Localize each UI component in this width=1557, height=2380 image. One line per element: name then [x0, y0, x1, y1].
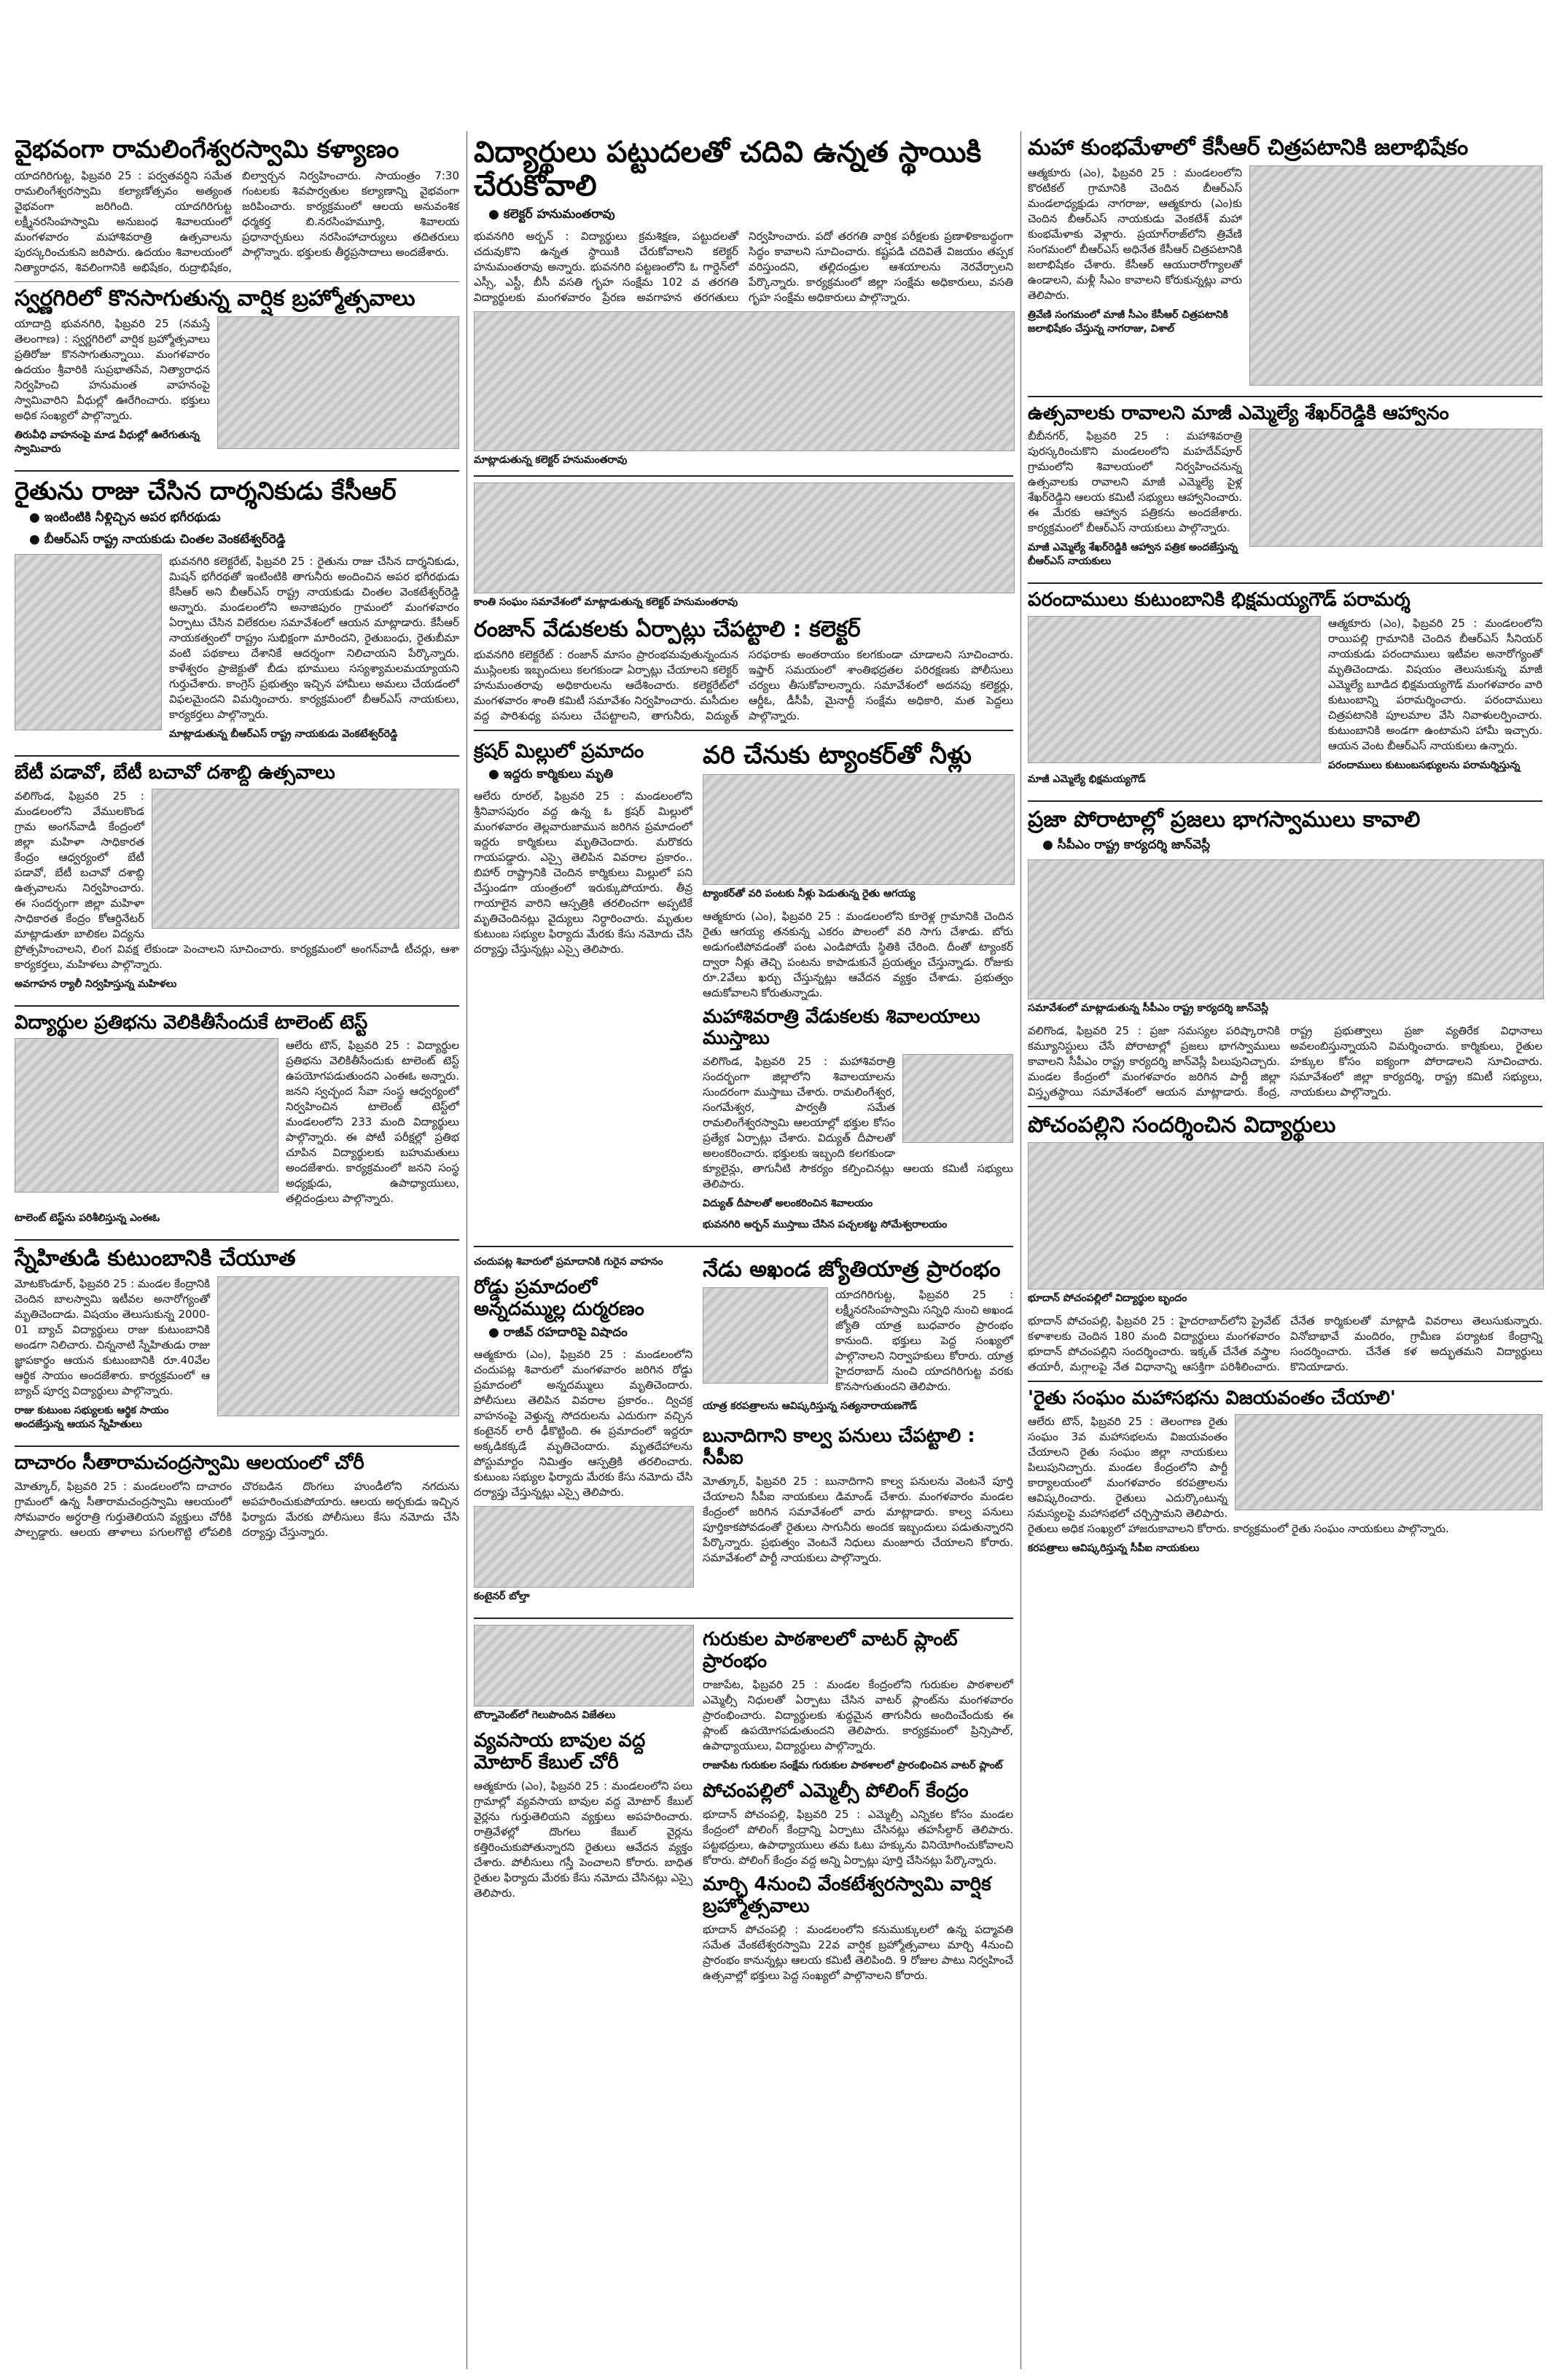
headline: క్రషర్ మిల్లులో ప్రమాదం	[474, 740, 644, 762]
article-body: భూదాన్ పోచంపల్లి, ఫిబ్రవరి 25 : ఎమ్మెల్సీ ఎన్నికల కోసం మండల కేంద్రంలో పోలింగ్ కేంద్రాన్ని ఏర్పాటు చేసినట్లు తహసీల్దార్ తెలిపారు. పట్టభద్రులు, ఉపాధ్యాయులు తమ ఓటు హక్కును వినియోగించుకోవాలని కోరారు. పోలింగ్ కేంద్రం వద్ద అన్ని ఏర్పాట్లు పూర్తి చేసినట్లు పేర్కొన్నారు.	[703, 1807, 1013, 1867]
headline: రంజాన్ వేడుకలకు ఏర్పాట్లు చేపట్టాలి : కలెక్టర్	[474, 617, 861, 642]
article-body: వలిగొండ, ఫిబ్రవరి 25 : మహాశివరాత్రి సందర్భంగా జిల్లాలోని శివాలయాలను సుందరంగా ముస్తాబు చేశారు. రామలింగేశ్వర, సంగమేశ్వర, పార్వతీ సమేత రామలింగేశ్వరస్వామి ఆలయాల్లో భక్తుల కోసం ప్రత్యేక ఏర్పాట్లు చేశారు. విద్యుత్ దీపాలతో అలంకరించారు. భక్తులకు ఇబ్బంది కలగకుండా క్యూలైన్లు, తాగునీటి సౌకర్యం కల్పించినట్లు ఆలయ కమిటీ సభ్యులు తెలిపారు.	[703, 1055, 1013, 1191]
article-pochampally-visit	[1028, 1113, 1542, 1376]
headline: పోచంపల్లిని సందర్శించిన విద్యార్థులు	[1028, 1112, 1336, 1138]
article-beti-bachao	[15, 762, 459, 999]
article-students-study	[474, 136, 1013, 468]
divider	[1028, 800, 1542, 802]
article-body: రాజాపేట, ఫిబ్రవరి 25 : మండల కేంద్రంలోని గురుకుల పాఠశాలలో ఎమ్మెల్సీ నిధులతో ఏర్పాటు చేసిన వాటర్ ప్లాంట్‌ను మంగళవారం ప్రారంభించారు. విద్యార్థులకు శుద్ధమైన తాగునీరు అందించేందుకు ఈ ప్లాంట్ ఉపయోగపడుతుందని తెలిపారు. కార్యక్రమంలో ప్రిన్సిపాల్, ఉపాధ్యాయులు, విద్యార్థులు పాల్గొన్నారు.	[703, 1677, 1013, 1752]
divider	[15, 1239, 459, 1241]
article-body: బీబీనగర్, ఫిబ్రవరి 25 : మహాశివరాత్రి పురస్కరించుకొని మండలంలోని మహదేవ్‌పూర్ గ్రామంలోని శివాలయంలో నిర్వహించనున్న ఉత్సవాలకు రావాలని మాజీ ఎమ్మెల్యే పైళ్ల శేఖర్‌రెడ్డిని ఆలయ కమిటీ సభ్యులు ఆహ్వానించారు. ఈ మేరకు ఆహ్వాన పత్రికను అందజేశారు. కార్యక్రమంలో బీఆర్ఎస్ నాయకులు పాల్గొన్నారు.	[1028, 429, 1242, 535]
headline: మహా కుంభమేళాలో కేసీఆర్ చిత్రపటానికి జలాభిషేకం	[1028, 135, 1469, 160]
article-raithu-sangham	[1028, 1388, 1542, 1564]
article-swarnagiri-brahmotsavalu	[15, 286, 459, 464]
article-tanker-water	[703, 737, 1013, 1241]
subheadline: ● ఇంటింటికి నీళ్లిచ్చిన అపర భగీరథుడు	[29, 510, 459, 528]
headline: వరి చేనుకు ట్యాంకర్‌తో నీళ్లు	[703, 740, 972, 770]
photo-caption: చందుపట్ల శివారులో ప్రమాదానికి గురైన వాహనం	[474, 1256, 663, 1268]
photo-caption: మాట్లాడుతున్న కలెక్టర్ హనుమంతరావు	[474, 454, 628, 466]
photo	[1028, 1142, 1544, 1290]
photo-caption: యాత్ర కరపత్రాలను ఆవిష్కరిస్తున్న సత్యనారాయణగౌడ్	[703, 1400, 918, 1412]
subheadline: ● సీపీఎం రాష్ట్ర కార్యదర్శి జాన్‌వెస్లీ	[1042, 838, 1542, 855]
photo	[902, 1054, 1013, 1143]
divider	[474, 730, 1013, 731]
subheadline: ● కలెక్టర్ హనుమంతరావు	[488, 207, 1013, 225]
headline: మార్చి 4నుంచి వేంకటేశ్వరస్వామి వార్షిక బ్రహ్మోత్సవాలు	[703, 1873, 991, 1917]
subheadline: ● బీఆర్ఎస్ రాష్ట్ర నాయకుడు చింతల వెంకటేశ్వర్‌రెడ్డి	[29, 532, 459, 550]
photo-caption: భువనగిరి అర్బన్ ముస్తాబు చేసిన పచ్చలకట్ట సోమేశ్వరాలయం	[703, 1219, 948, 1231]
article-body: వలిగొండ, ఫిబ్రవరి 25 : ప్రజా సమస్యల పరిష్కారానికి కమ్యూనిస్టులు చేసే పోరాటాల్లో ప్రజలు భాగస్వాములు కావాలని సీపీఎం రాష్ట్ర కార్యదర్శి జాన్‌వెస్లీ పిలుపునిచ్చారు. మండల కేంద్రంలో మంగళవారం జరిగిన పార్టీ జిల్లా విస్తృతస్థాయి సమావేశంలో ఆయన మాట్లాడారు. కేంద్ర, రాష్ట్ర ప్రభుత్వాలు ప్రజా వ్యతిరేక విధానాలు అవలంబిస్తున్నాయని విమర్శించారు. కార్మికులు, రైతుల హక్కుల కోసం ఐక్యంగా పోరాడాలని సూచించారు. సమావేశంలో జిల్లా కార్యదర్శి, రాష్ట్ర కమిటీ సభ్యులు, నాయకులు పాల్గొన్నారు.	[1028, 1023, 1542, 1099]
headline: ప్రజా పోరాటాల్లో ప్రజలు భాగస్వాములు కావాలి	[1028, 807, 1421, 833]
photo-caption: అవగాహన ర్యాలీ నిర్వహిస్తున్న మహిళలు	[15, 978, 177, 990]
article-body: యాదాద్రి భువనగిరి, ఫిబ్రవరి 25 (నమస్తే తెలంగాణ) : స్వర్ణగిరిలో వార్షిక బ్రహ్మోత్సవాలు ప్రతిరోజు కొనసాగుతున్నాయి. మంగళవారం ఉదయం శ్రీవారికి సుప్రభాతసేవ, నిత్యారాధన నిర్వహించి హనుమంత వాహనంపై స్వామివారిని వీధుల్లో ఊరేగించారు. భక్తులు అధిక సంఖ్యలో పాల్గొన్నారు.	[15, 316, 210, 422]
article-body: ఆత్మకూరు (ఎం), ఫిబ్రవరి 25 : మండలంలోని కూరెళ్ల గ్రామానికి చెందిన రైతు ఆగయ్య తనకున్న ఎకరం పొలంలో వరి సాగు చేశాడు. బోరు అడుగంటిపోవడంతో పంట ఎండిపోయే స్థితికి చేరింది. దీంతో ట్యాంకర్ ద్వారా నీళ్లు తెచ్చి పంటను కాపాడుకునే ప్రయత్నం చేస్తున్నాడు. రోజుకు రూ.2వేలు ఖర్చు చేస్తున్నట్లు ఆవేదన వ్యక్తం చేశాడు. ప్రభుత్వం ఆదుకోవాలని కోరుతున్నాడు.	[703, 909, 1013, 999]
photo	[1028, 616, 1321, 763]
divider	[1028, 396, 1542, 397]
article-body: మోత్కూర్, ఫిబ్రవరి 25 : మండలంలోని దాచారం గ్రామంలో ఉన్న సీతారామచంద్రస్వామి ఆలయంలో సోమవారం అర్ధరాత్రి గుర్తుతెలియని వ్యక్తులు చోరీకి పాల్పడ్డారు. ఆలయ తాళాలు పగులగొట్టి లోపలికి చొరబడిన దొంగలు హుండీలోని నగదును అపహరించుకుపోయారు. ఆలయ అర్చకుడు ఇచ్చిన ఫిర్యాదు మేరకు పోలీసులు కేసు నమోదు చేసి దర్యాప్తు చేస్తున్నారు.	[15, 1479, 459, 1539]
headline: మహాశివరాత్రి వేడుకలకు శివాలయాలు ముస్తాబు	[703, 1005, 980, 1050]
photo	[15, 554, 162, 730]
article-body: మోత్కూర్, ఫిబ్రవరి 25 : బునాదిగాని కాల్వ పనులను వెంటనే పూర్తి చేయాలని సీపీఐ నాయకులు డిమాండ్ చేశారు. మంగళవారం మండల కేంద్రంలో జరిగిన సమావేశంలో వారు మాట్లాడారు. కాల్వ పనులు పూర్తికాకపోవడంతో రైతులు సాగునీరు అందక ఇబ్బందులు పడుతున్నారని పేర్కొన్నారు. ప్రభుత్వం వెంటనే నిధులు మంజూరు చేయాలని కోరారు. సమావేశంలో పార్టీ నాయకులు పాల్గొన్నారు.	[703, 1474, 1013, 1564]
photo	[15, 1038, 278, 1193]
photo-caption: కంటైనర్ బోల్తా	[474, 1591, 530, 1603]
article-kumbhamela-kcr	[1028, 136, 1542, 390]
photo	[474, 311, 1015, 451]
headline: వైభవంగా రామలింగేశ్వరస్వామి కళ్యాణం	[15, 135, 399, 164]
headline: గురుకుల పాఠశాలలో వాటర్ ప్లాంట్ ప్రారంభం	[703, 1628, 958, 1673]
headline: దాచారం సీతారామచంద్రస్వామి ఆలయంలో చోరీ	[15, 1451, 364, 1474]
photo	[1028, 859, 1544, 999]
headline: స్వర్ణగిరిలో కొనసాగుతున్న వార్షిక బ్రహ్మోత్సవాలు	[15, 286, 415, 312]
article-body: మోటకొండూర్, ఫిబ్రవరి 25 : మండల కేంద్రానికి చెందిన బాలస్వామి ఇటీవల అనారోగ్యంతో మృతిచెందాడు. విషయం తెలుసుకున్న 2000-01 బ్యాచ్ విద్యార్థులు రాజు కుటుంబానికి అండగా నిలిచారు. చిన్ననాటి స్నేహితుడు రాజు జ్ఞాపకార్థం ఆయన కుటుంబానికి రూ.40వేల ఆర్థిక సాయం అందజేశారు. కార్యక్రమంలో ఆ బ్యాచ్ పూర్వ విద్యార్థులు పాల్గొన్నారు.	[15, 1276, 210, 1397]
headline: విద్యార్థులు పట్టుదలతో చదివి ఉన్నత స్థాయికి చేరుకోవాలి	[474, 136, 982, 203]
photo	[152, 789, 459, 929]
divider	[15, 470, 459, 472]
article-body: ఆలేరు టౌన్, ఫిబ్రవరి 25 : తెలంగాణ రైతు సంఘం 3వ మహాసభలను విజయవంతం చేయాలని రైతు సంఘం జిల్లా నాయకులు పిలుపునిచ్చారు. మండల కేంద్రంలోని పార్టీ కార్యాలయంలో మంగళవారం కరపత్రాలను ఆవిష్కరించారు. రైతులు ఎదుర్కొంటున్న సమస్యలపై మహాసభలో చర్చిస్తామని తెలిపారు. రైతులు అధిక సంఖ్యలో హాజరుకావాలని కోరారు. కార్యక్రమంలో రైతు సంఘం నాయకులు పాల్గొన్నారు.	[1028, 1415, 1449, 1536]
photo	[1249, 429, 1542, 547]
photo	[474, 1625, 694, 1706]
photo	[703, 1287, 828, 1384]
row	[474, 737, 1013, 1241]
article-kcr-visionary	[15, 477, 459, 749]
photo-caption: రాజు కుటుంబ సభ్యులకు ఆర్థిక సాయం అందజేస్తున్న ఆయన స్నేహితులు	[15, 1404, 169, 1430]
photo-caption: టాలెంట్ టెస్ట్‌ను పరిశీలిస్తున్న ఎంఈఓ	[15, 1212, 160, 1225]
article-body: ఆత్మకూరు (ఎం), ఫిబ్రవరి 25 : మండలంలోని రాయిపల్లి గ్రామానికి చెందిన బీఆర్ఎస్ సీనియర్ నాయకుడు పరందాములు ఇటీవల అనారోగ్యంతో మృతిచెందాడు. విషయం తెలుసుకున్న మాజీ ఎమ్మెల్యే బూడిద భిక్షమయ్యగౌడ్ మంగళవారం వారి కుటుంబాన్ని పరామర్శించారు. పరందాములు చిత్రపటానికి పూలమాల వేసి నివాళులర్పించారు. కుటుంబానికి అండగా ఉంటామని హామీ ఇచ్చారు. ఆయన వెంట బీఆర్ఎస్ నాయకులు ఉన్నారు.	[1328, 617, 1542, 753]
article-body: భువనగిరి కలెక్టరేట్ : రంజాన్ మాసం ప్రారంభమవుతున్నందున ముస్లింలకు ఇబ్బందులు కలగకుండా ఏర్పాట్లు చేయాలని కలెక్టర్ హనుమంతరావు అధికారులను ఆదేశించారు. కలెక్టరేట్‌లో మంగళవారం శాంతి కమిటీ సమావేశం నిర్వహించారు. మసీదుల వద్ద పారిశుధ్య పనులు చేపట్టాలని, తాగునీరు, విద్యుత్ సరఫరాకు అంతరాయం కలగకుండా చూడాలని సూచించారు. ఇఫ్తార్ సమయంలో శాంతిభద్రతల పరిరక్షణకు పోలీసులు చర్యలు తీసుకోవాలన్నారు. సమావేశంలో అదనపు కలెక్టర్లు, ఆర్డీఓ, డీసీపీ, మైనార్టీ సంక్షేమ అధికారి, మత పెద్దలు పాల్గొన్నారు.	[474, 647, 1013, 722]
article-jyothi-yatra	[703, 1253, 1013, 1612]
article-body: వలిగొండ, ఫిబ్రవరి 25 : మండలంలోని వేములకొండ గ్రామ అంగన్‌వాడీ కేంద్రంలో జిల్లా మహిళా సాధికారత కేంద్రం ఆధ్వర్యంలో బేటీ పడావో, బేటీ బచావో దశాబ్ది ఉత్సవాలను నిర్వహించారు. ఈ సందర్భంగా జిల్లా మహిళా సాధికారత కేంద్రం కోఆర్డినేటర్ మాట్లాడుతూ బాలికల విద్యను ప్రోత్సహించాలని, లింగ వివక్ష లేకుండా పెంచాలని సూచించారు. కార్యక్రమంలో అంగన్‌వాడీ టీచర్లు, ఆశా కార్యకర్తలు, మహిళలు పాల్గొన్నారు.	[15, 789, 459, 971]
divider	[15, 755, 459, 757]
photo-caption: సమావేశంలో మాట్లాడుతున్న సీపీఎం రాష్ట్ర కార్యదర్శి జాన్‌వెస్లీ	[1028, 1002, 1268, 1014]
article-cpm-struggles	[1028, 808, 1542, 1100]
photo	[1249, 165, 1542, 386]
divider	[15, 281, 459, 282]
subheadline: ● రాజీవ్ రహదారిపై విషాదం	[488, 1325, 692, 1343]
headline: 'రైతు సంఘం మహాసభను విజయవంతం చేయాలి'	[1028, 1387, 1396, 1410]
headline: ఉత్సవాలకు రావాలని మాజీ ఎమ్మెల్యే శేఖర్‌రెడ్డికి ఆహ్వానం	[1028, 402, 1449, 424]
photo-caption: కాంతి సంఘం సమావేశంలో మాట్లాడుతున్న కలెక్టర్ హనుమంతరావు	[474, 596, 738, 608]
photo-caption: ట్యాంకర్‌తో వరి పంటకు నీళ్లు పెడుతున్న రైతు ఆగయ్య	[703, 887, 916, 900]
headline: విద్యార్థుల ప్రతిభను వెలికితీసేందుకే టాలెంట్ టెస్ట్	[15, 1011, 368, 1034]
article-friend-support	[15, 1246, 459, 1440]
divider	[474, 1618, 1013, 1619]
article-body: ఆలేరు రూరల్, ఫిబ్రవరి 25 : మండలంలోని శ్రీనివాసపురం వద్ద ఉన్న ఓ క్రషర్ మిల్లులో మంగళవారం తెల్లవారుజామున జరిగిన ప్రమాదంలో ఇద్దరు కార్మికులు మృతిచెందారు. మరొకరు గాయపడ్డారు. ఎస్సై తెలిపిన వివరాల ప్రకారం.. బిహార్ రాష్ట్రానికి చెందిన కార్మికులు మిల్లులో పని చేస్తుండగా యంత్రంలో ఇరుక్కుపోయారు. తీవ్ర గాయాలైన వారిని ఆస్పత్రికి తరలించగా అప్పటికే మృతిచెందినట్లు వైద్యులు నిర్ధారించారు. మృతుల కుటుంబ సభ్యుల ఫిర్యాదు మేరకు కేసు నమోదు చేసి దర్యాప్తు చేస్తున్నట్లు ఎస్సై తెలిపారు.	[474, 789, 692, 956]
divider	[15, 1445, 459, 1447]
divider	[474, 1246, 1013, 1247]
column-right	[1028, 131, 1542, 1564]
photo-caption: విద్యుత్ దీపాలతో అలంకరించిన శివాలయం	[703, 1198, 873, 1210]
article-ramalingeswara-kalyanam	[15, 136, 459, 276]
divider	[474, 475, 1013, 477]
photo-caption: కరపత్రాలు ఆవిష్కరిస్తున్న సీపీఐ నాయకులు	[1028, 1542, 1200, 1555]
article-body: ఆలేరు టౌన్, ఫిబ్రవరి 25 : విద్యార్థుల ప్రతిభను వెలికితీసేందుకు టాలెంట్ టెస్ట్ ఉపయోగపడుతుందని ఎంఈఓ అన్నారు. జనని స్వచ్ఛంద సేవా సంస్థ ఆధ్వర్యంలో నిర్వహించిన టాలెంట్ టెస్ట్‌లో మండలంలోని 233 మంది విద్యార్థులు పాల్గొన్నారు. ఈ పోటీ పరీక్షల్లో ప్రతిభ చూపిన విద్యార్థులకు బహుమతులు అందజేశారు. కార్యక్రమంలో జనని సంస్థ అధ్యక్షుడు, ఉపాధ్యాయులు, తల్లిదండ్రులు పాల్గొన్నారు.	[286, 1039, 459, 1206]
article-body: ఆత్మకూరు (ఎం), ఫిబ్రవరి 25 : మండలంలోని కొరటికల్ గ్రామానికి చెందిన బీఆర్ఎస్ మండలాధ్యక్షుడు నాగరాజు, ఆత్మకూరు (ఎం)కు చెందిన బీఆర్ఎస్ నాయకుడు వెంకటేశ్ మహా కుంభమేళాకు వెళ్లారు. ప్రయాగ్‌రాజ్‌లోని త్రివేణి సంగమంలో బీఆర్ఎస్ అధినేత కేసీఆర్ చిత్రపటానికి జలాభిషేకం చేశారు. కేసీఆర్ ఆయురారోగ్యాలతో ఉండాలని, మళ్లీ సీఎం కావాలని కోరుకున్నట్లు వారు తెలిపారు.	[1028, 165, 1242, 302]
subheadline: ● ఇద్దరు కార్మికులు మృతి	[488, 767, 692, 784]
article-ramzan-arrangements	[474, 483, 1013, 724]
article-body: భూదాన్ పోచంపల్లి, ఫిబ్రవరి 25 : హైదరాబాద్‌లోని ప్రైవేట్ కళాశాలకు చెందిన 180 మంది విద్యార్థులు మంగళవారం భూదాన్ పోచంపల్లిని సందర్శించారు. ఇక్కత్ చేనేత వస్త్రాల తయారీ, మగ్గాలపై నేత విధానాన్ని ఆసక్తిగా పరిశీలించారు. చేనేత కార్మికులతో మాట్లాడి వివరాలు తెలుసుకున్నారు. వినోబాభావే మందిరం, గ్రామీణ పర్యాటక కేంద్రాన్ని సందర్శించారు. చేనేత కళ అద్భుతమని విద్యార్థులు కొనియాడారు.	[1028, 1314, 1542, 1374]
photo	[1235, 1414, 1542, 1510]
headline: నేడు అఖండ జ్యోతియాత్ర ప్రారంభం	[703, 1257, 1001, 1283]
photo-caption: పరందాములు కుటుంబసభ్యులను పరామర్శిస్తున్న మాజీ ఎమ్మెల్యే భిక్షమయ్యగౌడ్	[1028, 760, 1521, 786]
newspaper-page	[15, 131, 1542, 2369]
article-body: భువనగిరి అర్బన్ : విద్యార్థులు క్రమశిక్షణ, పట్టుదలతో చదువుకొని ఉన్నత స్థాయికి చేరుకోవాలని కలెక్టర్ హనుమంతరావు అన్నారు. భువనగిరి పట్టణంలోని ఓ గార్డెన్‌లో ఎస్సీ, ఎస్టీ, బీసీ వసతి గృహ సంక్షేమ 102 వ తరగతి విద్యార్థులకు మంగళవారం ప్రేరణ అవగాహన తరగతులు నిర్వహించారు. పదో తరగతి వార్షిక పరీక్షలకు ప్రణాళికాబద్ధంగా సిద్ధం కావాలని సూచించారు. కష్టపడి చదివితే విజయం తప్పక వరిస్తుందని, తల్లిదండ్రుల ఆశయాలను నెరవేర్చాలని పేర్కొన్నారు. కార్యక్రమంలో జిల్లా సంక్షేమ అధికారులు, వసతి గృహ సంక్షేమ అధికారులు పాల్గొన్నారు.	[474, 230, 1013, 304]
headline: స్నేహితుడి కుటుంబానికి చేయూత	[15, 1246, 296, 1272]
article-cable-theft	[474, 1625, 692, 1989]
divider	[1028, 1381, 1542, 1382]
headline: పోచంపల్లిలో ఎమ్మెల్సీ పోలింగ్ కేంద్రం	[703, 1779, 969, 1802]
divider	[1028, 1106, 1542, 1107]
headline: బేటీ పడావో, బేటీ బచావో దశాబ్ది ఉత్సవాలు	[15, 761, 335, 784]
article-crusher-accident	[474, 737, 692, 1241]
row	[474, 1625, 1013, 1989]
photo	[474, 1506, 694, 1588]
headline: వ్యవసాయ బావుల వద్ద మోటార్ కేబుల్ చోరీ	[474, 1730, 646, 1774]
article-water-plant	[703, 1625, 1013, 1989]
article-body: యాదగిరిగుట్ట, ఫిబ్రవరి 25 : లక్ష్మీనరసింహస్వామి సన్నిధి నుంచి అఖండ జ్యోతి యాత్ర బుధవారం ప్రారంభం కానుంది. భక్తులు పెద్ద సంఖ్యలో పాల్గొనాలని నిర్వాహకులు కోరారు. యాత్ర హైదరాబాద్ నుంచి యాదగిరిగుట్ట వరకు కొనసాగుతుందని తెలిపారు.	[835, 1287, 1013, 1393]
article-parandamulu-family	[1028, 590, 1542, 795]
divider	[15, 1005, 459, 1007]
photo	[217, 316, 459, 449]
headline: రోడ్డు ప్రమాదంలో అన్నదమ్ముల్ల దుర్మరణం	[474, 1276, 644, 1321]
column-center	[474, 131, 1013, 1989]
article-dacharam-theft	[15, 1453, 459, 1540]
column-left	[15, 131, 459, 1546]
article-body: భూదాన్ పోచంపల్లి : మండలంలోని కనుముక్కులలో ఉన్న పద్మావతి సమేత వేంకటేశ్వరస్వామి 22వ వార్షిక బ్రహ్మోత్సవాలు మార్చి 4నుంచి ప్రారంభం కానున్నట్లు ఆలయ కమిటీ తెలిపింది. 9 రోజుల పాటు నిర్వహించే ఉత్సవాల్లో భక్తులు పెద్ద సంఖ్యలో పాల్గొనాలని కోరారు.	[703, 1922, 1013, 1982]
article-body: భువనగిరి కలెక్టరేట్, ఫిబ్రవరి 25 : రైతును రాజు చేసిన దార్శనికుడు, మిషన్ భగీరథతో ఇంటింటికి తాగునీరు అందించిన అపర భగీరథుడు కేసీఆర్ అని బీఆర్ఎస్ రాష్ట్ర నాయకుడు చింతల వెంకటేశ్వర్‌రెడ్డి అన్నారు. మండలంలోని అనాజిపురం గ్రామంలో మంగళవారం ఏర్పాటు చేసిన విలేకరుల సమావేశంలో ఆయన మాట్లాడారు. కేసీఆర్ నాయకత్వంలో రాష్ట్రం సుభిక్షంగా మారిందని, రైతుబంధు, రైతుబీమా వంటి పథకాలు దేశానికే ఆదర్శంగా నిలిచాయని పేర్కొన్నారు. కాళేశ్వరం ప్రాజెక్టుతో బీడు భూములు సస్యశ్యామలమయ్యాయని గుర్తుచేశారు. కాంగ్రెస్ ప్రభుత్వం ఇచ్చిన హామీలు అమలు చేయడంలో విఫలమైందని విమర్శించారు. కార్యక్రమంలో బీఆర్ఎస్ నాయకులు, కార్యకర్తలు పాల్గొన్నారు.	[169, 554, 459, 721]
headline: రైతును రాజు చేసిన దార్శనికుడు కేసీఆర్	[15, 476, 397, 506]
article-body: ఆత్మకూరు (ఎం), ఫిబ్రవరి 25 : మండలంలోని పలు గ్రామాల్లో వ్యవసాయ బావుల వద్ద మోటార్ కేబుల్ వైర్లను గుర్తుతెలియని వ్యక్తులు అపహరించారు. రాత్రివేళల్లో దొంగలు కేబుల్ వైర్లను కత్తిరించుకుపోతున్నారని రైతులు ఆవేదన వ్యక్తం చేశారు. పోలీసులు గస్తీ పెంచాలని కోరారు. బాధిత రైతుల ఫిర్యాదు మేరకు కేసు నమోదు చేసినట్లు ఎస్సై తెలిపారు.	[474, 1779, 692, 1900]
photo-caption: త్రివేణి సంగమంలో మాజీ సీఎం కేసీఆర్ చిత్రపటానికి జలాభిషేకం చేస్తున్న నాగరాజు, విశాల్	[1028, 308, 1228, 335]
photo-caption: రాజాపేట గురుకుల సంక్షేమ గురుకుల పాఠశాలలో ప్రారంభించిన వాటర్ ప్లాంట్	[703, 1759, 1003, 1771]
article-road-accident	[474, 1253, 692, 1612]
divider	[1028, 582, 1542, 584]
row	[474, 1253, 1013, 1612]
photo	[474, 483, 1015, 593]
photo-caption: తిరువీధి వాహనంపై మాడ వీధుల్లో ఊరేగుతున్న స్వామివారు	[15, 429, 200, 455]
article-talent-test	[15, 1013, 459, 1234]
photo-caption: భూదాన్ పోచంపల్లిలో విద్యార్థుల బృందం	[1028, 1292, 1187, 1305]
article-body: యాదగిరిగుట్ట, ఫిబ్రవరి 25 : పర్వతవర్ధిని సమేత రామలింగేశ్వరస్వామి కల్యాణోత్సవం అత్యంత వైభవంగా జరిగింది. యాదగిరిగుట్ట లక్ష్మీనరసింహస్వామి అనుబంధ శివాలయంలో మంగళవారం మహాశివరాత్రి ఉత్సవాలను పురస్కరించుకుని జరిపారు. ఉదయం శివాలయంలో నిత్యారాధన, శివలింగానికి అభిషేకం, రుద్రాభిషేకం, బిల్వార్చన నిర్వహించారు. సాయంత్రం 7:30 గంటలకు శివపార్వతుల కల్యాణాన్ని వైభవంగా జరిపించారు. కార్యక్రమంలో ఆలయ అనువంశిక ధర్మకర్త బి.నరసింహమూర్తి, శివాలయ ప్రధానార్చకులు నరసింహాచార్యులు తదితరులు పాల్గొన్నారు. భక్తులకు తీర్థప్రసాదాలు అందజేశారు.	[15, 169, 459, 275]
headline: పరందాములు కుటుంబానికి భిక్షమయ్యగౌడ్ పరామర్శ	[1028, 589, 1410, 612]
photo-caption: మాజీ ఎమ్మెల్యే శేఖర్‌రెడ్డికి ఆహ్వాన పత్రిక అందజేస్తున్న బీఆర్ఎస్ నాయకులు	[1028, 542, 1238, 568]
headline: బునాదిగాని కాల్వ పనులు చేపట్టాలి : సీపీఐ	[703, 1424, 975, 1469]
photo-caption: టౌర్నావెంట్‌లో గెలుపొందిన విజేతలు	[474, 1709, 616, 1722]
article-shekar-reddy-invite	[1028, 403, 1542, 577]
photo	[703, 774, 1015, 885]
photo-caption: మాట్లాడుతున్న బీఆర్ఎస్ రాష్ట్ర నాయకుడు వెంకటేశ్వర్‌రెడ్డి	[169, 727, 398, 740]
article-body: ఆత్మకూరు (ఎం), ఫిబ్రవరి 25 : మండలంలోని చందుపట్ల శివారులో మంగళవారం జరిగిన రోడ్డు ప్రమాదంలో అన్నదమ్ములు మృతిచెందారు. పోలీసులు తెలిపిన వివరాల ప్రకారం.. ద్విచక్ర వాహనంపై వెళ్తున్న సోదరులను ఎదురుగా వచ్చిన కంటైనర్ లారీ ఢీకొట్టింది. ఈ ప్రమాదంలో ఇద్దరూ అక్కడికక్కడే మృతిచెందారు. మృతదేహాలను పోస్టుమార్టం నిమిత్తం ఆస్పత్రికి తరలించారు. కుటుంబ సభ్యుల ఫిర్యాదు మేరకు కేసు నమోదు చేసి దర్యాప్తు చేస్తున్నట్లు ఎస్సై తెలిపారు.	[474, 1348, 692, 1499]
photo	[217, 1276, 459, 1416]
